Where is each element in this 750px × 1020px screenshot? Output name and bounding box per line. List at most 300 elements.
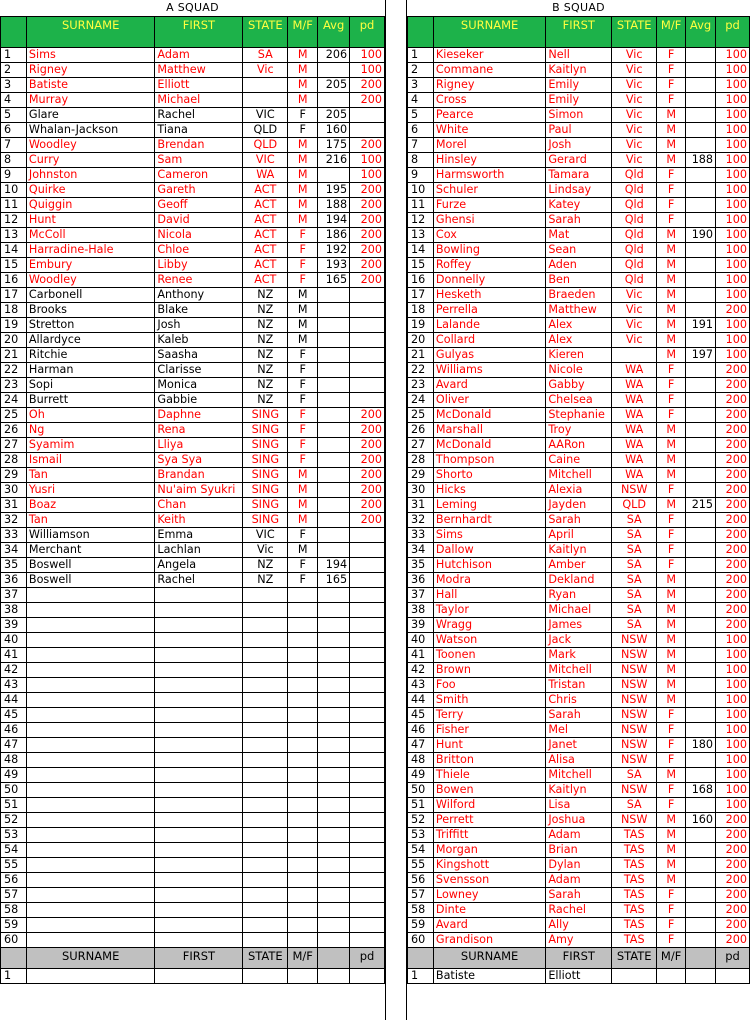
- gender-cell[interactable]: M: [657, 468, 686, 483]
- surname-cell[interactable]: Quirke: [26, 183, 155, 198]
- avg-cell[interactable]: [686, 93, 716, 108]
- avg-cell[interactable]: 165: [318, 573, 350, 588]
- gender-cell[interactable]: F: [657, 918, 686, 933]
- row-number[interactable]: 46: [1, 723, 27, 738]
- avg-cell[interactable]: [686, 873, 716, 888]
- surname-cell[interactable]: Britton: [433, 753, 545, 768]
- surname-cell[interactable]: [26, 588, 155, 603]
- first-name-cell[interactable]: Tiana: [155, 123, 243, 138]
- pd-cell[interactable]: 100: [716, 243, 750, 258]
- surname-cell[interactable]: Commane: [433, 63, 545, 78]
- avg-cell[interactable]: [318, 438, 350, 453]
- first-name-cell[interactable]: [155, 813, 243, 828]
- pd-cell[interactable]: 200: [350, 258, 385, 273]
- gender-cell[interactable]: F: [288, 348, 318, 363]
- pd-cell[interactable]: 200: [350, 78, 385, 93]
- surname-cell[interactable]: Hutchison: [433, 558, 545, 573]
- surname-cell[interactable]: Tan: [26, 513, 155, 528]
- gender-cell[interactable]: M: [657, 498, 686, 513]
- avg-cell[interactable]: [686, 483, 716, 498]
- avg-cell[interactable]: 215: [686, 498, 716, 513]
- gender-cell[interactable]: [288, 753, 318, 768]
- surname-cell[interactable]: Modra: [433, 573, 545, 588]
- first-name-cell[interactable]: Stephanie: [546, 408, 612, 423]
- pd-cell[interactable]: [350, 918, 385, 933]
- gender-cell[interactable]: F: [288, 423, 318, 438]
- footer-col-header-mf[interactable]: M/F: [657, 948, 686, 969]
- pd-cell[interactable]: [350, 768, 385, 783]
- avg-cell[interactable]: [318, 453, 350, 468]
- first-name-cell[interactable]: Rena: [155, 423, 243, 438]
- first-name-cell[interactable]: [155, 663, 243, 678]
- state-cell[interactable]: Vic: [612, 78, 657, 93]
- row-number[interactable]: 55: [408, 858, 434, 873]
- gender-cell[interactable]: M: [657, 678, 686, 693]
- avg-cell[interactable]: [318, 498, 350, 513]
- gender-cell[interactable]: M: [657, 303, 686, 318]
- state-cell[interactable]: SA: [612, 588, 657, 603]
- avg-cell[interactable]: [686, 213, 716, 228]
- first-name-cell[interactable]: Cameron: [155, 168, 243, 183]
- state-cell[interactable]: SING: [243, 453, 288, 468]
- row-number[interactable]: 13: [408, 228, 434, 243]
- surname-cell[interactable]: Ritchie: [26, 348, 155, 363]
- row-number[interactable]: 18: [408, 303, 434, 318]
- row-number[interactable]: 26: [1, 423, 27, 438]
- row-number[interactable]: 49: [408, 768, 434, 783]
- gender-cell[interactable]: M: [288, 288, 318, 303]
- surname-cell[interactable]: Triffitt: [433, 828, 545, 843]
- pd-cell[interactable]: 100: [716, 318, 750, 333]
- avg-cell[interactable]: [318, 318, 350, 333]
- state-cell[interactable]: NZ: [243, 318, 288, 333]
- surname-cell[interactable]: Curry: [26, 153, 155, 168]
- row-number[interactable]: 54: [408, 843, 434, 858]
- state-cell[interactable]: [243, 813, 288, 828]
- avg-cell[interactable]: [318, 468, 350, 483]
- surname-cell[interactable]: Oliver: [433, 393, 545, 408]
- first-name-cell[interactable]: Mel: [546, 723, 612, 738]
- state-cell[interactable]: Vic: [612, 153, 657, 168]
- gender-cell[interactable]: M: [288, 468, 318, 483]
- avg-cell[interactable]: [318, 408, 350, 423]
- avg-cell[interactable]: [686, 618, 716, 633]
- pd-cell[interactable]: 200: [350, 483, 385, 498]
- first-name-cell[interactable]: Simon: [546, 108, 612, 123]
- gender-cell[interactable]: F: [288, 393, 318, 408]
- first-name-cell[interactable]: Nell: [546, 48, 612, 63]
- avg-cell[interactable]: 194: [318, 558, 350, 573]
- state-cell[interactable]: [243, 693, 288, 708]
- row-number[interactable]: 26: [408, 423, 434, 438]
- row-number[interactable]: 52: [1, 813, 27, 828]
- pd-cell[interactable]: [350, 393, 385, 408]
- avg-cell[interactable]: [686, 48, 716, 63]
- pd-cell[interactable]: 200: [716, 303, 750, 318]
- state-cell[interactable]: TAS: [612, 903, 657, 918]
- state-cell[interactable]: Vic: [612, 93, 657, 108]
- avg-cell[interactable]: [686, 918, 716, 933]
- gender-cell[interactable]: M: [657, 273, 686, 288]
- footer-col-header-first[interactable]: FIRST: [546, 948, 612, 969]
- pd-cell[interactable]: [350, 783, 385, 798]
- first-name-cell[interactable]: [155, 618, 243, 633]
- avg-cell[interactable]: [686, 969, 716, 984]
- avg-cell[interactable]: [686, 903, 716, 918]
- row-number[interactable]: 34: [1, 543, 27, 558]
- avg-cell[interactable]: [318, 918, 350, 933]
- gender-cell[interactable]: M: [288, 198, 318, 213]
- first-name-cell[interactable]: Sarah: [546, 213, 612, 228]
- pd-cell[interactable]: [350, 708, 385, 723]
- gender-cell[interactable]: F: [657, 78, 686, 93]
- state-cell[interactable]: SA: [243, 48, 288, 63]
- avg-cell[interactable]: [318, 858, 350, 873]
- gender-cell[interactable]: F: [657, 93, 686, 108]
- avg-cell[interactable]: 190: [686, 228, 716, 243]
- surname-cell[interactable]: Yusri: [26, 483, 155, 498]
- row-number[interactable]: 33: [1, 528, 27, 543]
- avg-cell[interactable]: [686, 708, 716, 723]
- avg-cell[interactable]: [318, 828, 350, 843]
- state-cell[interactable]: NSW: [612, 648, 657, 663]
- pd-cell[interactable]: 100: [716, 93, 750, 108]
- pd-cell[interactable]: 200: [716, 813, 750, 828]
- row-number[interactable]: 38: [408, 603, 434, 618]
- pd-cell[interactable]: [350, 618, 385, 633]
- row-number[interactable]: 10: [1, 183, 27, 198]
- avg-cell[interactable]: [686, 123, 716, 138]
- surname-cell[interactable]: Bowling: [433, 243, 545, 258]
- state-cell[interactable]: SA: [612, 618, 657, 633]
- first-name-cell[interactable]: [155, 888, 243, 903]
- row-number[interactable]: 1: [1, 969, 27, 984]
- avg-cell[interactable]: 160: [686, 813, 716, 828]
- surname-cell[interactable]: Perrett: [433, 813, 545, 828]
- first-name-cell[interactable]: [155, 969, 243, 984]
- gender-cell[interactable]: M: [657, 228, 686, 243]
- pd-cell[interactable]: 200: [716, 513, 750, 528]
- row-number[interactable]: 14: [1, 243, 27, 258]
- pd-cell[interactable]: 100: [716, 648, 750, 663]
- row-number[interactable]: 52: [408, 813, 434, 828]
- surname-cell[interactable]: Oh: [26, 408, 155, 423]
- pd-cell[interactable]: 100: [716, 138, 750, 153]
- avg-cell[interactable]: [686, 363, 716, 378]
- gender-cell[interactable]: [288, 828, 318, 843]
- row-number[interactable]: 18: [1, 303, 27, 318]
- footer-col-header-state[interactable]: STATE: [612, 948, 657, 969]
- gender-cell[interactable]: F: [288, 123, 318, 138]
- pd-cell[interactable]: 100: [350, 153, 385, 168]
- first-name-cell[interactable]: [155, 798, 243, 813]
- pd-cell[interactable]: 200: [716, 438, 750, 453]
- pd-cell[interactable]: [350, 318, 385, 333]
- row-number[interactable]: 41: [408, 648, 434, 663]
- avg-cell[interactable]: [318, 633, 350, 648]
- pd-cell[interactable]: 100: [350, 63, 385, 78]
- surname-cell[interactable]: Dinte: [433, 903, 545, 918]
- surname-cell[interactable]: Whalan-Jackson: [26, 123, 155, 138]
- avg-cell[interactable]: [686, 558, 716, 573]
- gender-cell[interactable]: M: [288, 153, 318, 168]
- pd-cell[interactable]: [350, 663, 385, 678]
- first-name-cell[interactable]: Rachel: [155, 108, 243, 123]
- row-number[interactable]: 15: [408, 258, 434, 273]
- state-cell[interactable]: VIC: [243, 528, 288, 543]
- first-name-cell[interactable]: Josh: [546, 138, 612, 153]
- gender-cell[interactable]: M: [657, 693, 686, 708]
- pd-cell[interactable]: 100: [716, 663, 750, 678]
- gender-cell[interactable]: F: [288, 258, 318, 273]
- first-name-cell[interactable]: [155, 753, 243, 768]
- gender-cell[interactable]: [288, 969, 318, 984]
- state-cell[interactable]: NZ: [243, 573, 288, 588]
- pd-cell[interactable]: [350, 603, 385, 618]
- gender-cell[interactable]: [288, 858, 318, 873]
- state-cell[interactable]: NSW: [612, 483, 657, 498]
- pd-cell[interactable]: 100: [716, 228, 750, 243]
- first-name-cell[interactable]: Gerard: [546, 153, 612, 168]
- avg-cell[interactable]: [318, 288, 350, 303]
- gender-cell[interactable]: [288, 813, 318, 828]
- first-name-cell[interactable]: Adam: [546, 873, 612, 888]
- gender-cell[interactable]: F: [657, 63, 686, 78]
- pd-cell[interactable]: 200: [350, 183, 385, 198]
- gender-cell[interactable]: F: [657, 708, 686, 723]
- first-name-cell[interactable]: Monica: [155, 378, 243, 393]
- first-name-cell[interactable]: Elliott: [546, 969, 612, 984]
- surname-cell[interactable]: Allardyce: [26, 333, 155, 348]
- gender-cell[interactable]: [288, 708, 318, 723]
- state-cell[interactable]: [243, 723, 288, 738]
- row-number[interactable]: 55: [1, 858, 27, 873]
- gender-cell[interactable]: M: [288, 213, 318, 228]
- avg-cell[interactable]: [686, 288, 716, 303]
- first-name-cell[interactable]: Matthew: [155, 63, 243, 78]
- avg-cell[interactable]: [318, 723, 350, 738]
- gender-cell[interactable]: M: [288, 513, 318, 528]
- state-cell[interactable]: SA: [612, 798, 657, 813]
- avg-cell[interactable]: [686, 408, 716, 423]
- surname-cell[interactable]: Donnelly: [433, 273, 545, 288]
- surname-cell[interactable]: McDonald: [433, 438, 545, 453]
- pd-cell[interactable]: [350, 123, 385, 138]
- surname-cell[interactable]: [26, 663, 155, 678]
- gender-cell[interactable]: M: [657, 588, 686, 603]
- avg-cell[interactable]: [318, 543, 350, 558]
- gender-cell[interactable]: F: [657, 363, 686, 378]
- gender-cell[interactable]: F: [657, 543, 686, 558]
- surname-cell[interactable]: Bowen: [433, 783, 545, 798]
- gender-cell[interactable]: F: [657, 738, 686, 753]
- state-cell[interactable]: Vic: [612, 108, 657, 123]
- pd-cell[interactable]: 200: [350, 228, 385, 243]
- first-name-cell[interactable]: Saasha: [155, 348, 243, 363]
- first-name-cell[interactable]: Sya Sya: [155, 453, 243, 468]
- first-name-cell[interactable]: Paul: [546, 123, 612, 138]
- surname-cell[interactable]: Foo: [433, 678, 545, 693]
- first-name-cell[interactable]: Kaleb: [155, 333, 243, 348]
- surname-cell[interactable]: Thiele: [433, 768, 545, 783]
- first-name-cell[interactable]: Alisa: [546, 753, 612, 768]
- state-cell[interactable]: [243, 933, 288, 948]
- gender-cell[interactable]: [288, 588, 318, 603]
- footer-col-header-surname[interactable]: SURNAME: [433, 948, 545, 969]
- gender-cell[interactable]: F: [288, 243, 318, 258]
- row-number[interactable]: 47: [1, 738, 27, 753]
- surname-cell[interactable]: [26, 708, 155, 723]
- surname-cell[interactable]: Brooks: [26, 303, 155, 318]
- first-name-cell[interactable]: Amber: [546, 558, 612, 573]
- first-name-cell[interactable]: April: [546, 528, 612, 543]
- surname-cell[interactable]: [26, 969, 155, 984]
- surname-cell[interactable]: [26, 678, 155, 693]
- first-name-cell[interactable]: Joshua: [546, 813, 612, 828]
- pd-cell[interactable]: 200: [716, 468, 750, 483]
- row-number[interactable]: 5: [1, 108, 27, 123]
- first-name-cell[interactable]: Sarah: [546, 888, 612, 903]
- avg-cell[interactable]: [686, 633, 716, 648]
- first-name-cell[interactable]: Kieren: [546, 348, 612, 363]
- pd-cell[interactable]: 100: [716, 273, 750, 288]
- state-cell[interactable]: [243, 618, 288, 633]
- surname-cell[interactable]: Merchant: [26, 543, 155, 558]
- gender-cell[interactable]: [288, 888, 318, 903]
- first-name-cell[interactable]: Gabby: [546, 378, 612, 393]
- row-number[interactable]: 36: [408, 573, 434, 588]
- pd-cell[interactable]: 200: [350, 93, 385, 108]
- row-number[interactable]: 58: [1, 903, 27, 918]
- state-cell[interactable]: ACT: [243, 243, 288, 258]
- row-number[interactable]: 34: [408, 543, 434, 558]
- pd-cell[interactable]: 100: [716, 183, 750, 198]
- surname-cell[interactable]: Avard: [433, 918, 545, 933]
- row-number[interactable]: 42: [408, 663, 434, 678]
- surname-cell[interactable]: Hall: [433, 588, 545, 603]
- state-cell[interactable]: Vic: [612, 318, 657, 333]
- avg-cell[interactable]: [318, 348, 350, 363]
- avg-cell[interactable]: 195: [318, 183, 350, 198]
- state-cell[interactable]: NZ: [243, 378, 288, 393]
- gender-cell[interactable]: M: [288, 93, 318, 108]
- state-cell[interactable]: ACT: [243, 213, 288, 228]
- first-name-cell[interactable]: Chloe: [155, 243, 243, 258]
- pd-cell[interactable]: 100: [716, 738, 750, 753]
- avg-cell[interactable]: [686, 168, 716, 183]
- row-number[interactable]: 14: [408, 243, 434, 258]
- pd-cell[interactable]: 200: [716, 828, 750, 843]
- state-cell[interactable]: [243, 828, 288, 843]
- pd-cell[interactable]: 200: [350, 243, 385, 258]
- surname-cell[interactable]: Williams: [433, 363, 545, 378]
- first-name-cell[interactable]: Josh: [155, 318, 243, 333]
- pd-cell[interactable]: 100: [716, 708, 750, 723]
- state-cell[interactable]: [243, 969, 288, 984]
- state-cell[interactable]: Qld: [612, 168, 657, 183]
- first-name-cell[interactable]: [155, 723, 243, 738]
- pd-cell[interactable]: 100: [716, 198, 750, 213]
- gender-cell[interactable]: [288, 603, 318, 618]
- state-cell[interactable]: SING: [243, 498, 288, 513]
- pd-cell[interactable]: 200: [716, 543, 750, 558]
- gender-cell[interactable]: [288, 843, 318, 858]
- surname-cell[interactable]: [26, 603, 155, 618]
- avg-cell[interactable]: 216: [318, 153, 350, 168]
- pd-cell[interactable]: [350, 333, 385, 348]
- state-cell[interactable]: SING: [243, 438, 288, 453]
- first-name-cell[interactable]: Braeden: [546, 288, 612, 303]
- first-name-cell[interactable]: Mitchell: [546, 768, 612, 783]
- state-cell[interactable]: Qld: [612, 213, 657, 228]
- first-name-cell[interactable]: Ally: [546, 918, 612, 933]
- pd-cell[interactable]: 200: [716, 918, 750, 933]
- first-name-cell[interactable]: Rachel: [546, 903, 612, 918]
- surname-cell[interactable]: Woodley: [26, 138, 155, 153]
- first-name-cell[interactable]: Jayden: [546, 498, 612, 513]
- row-number[interactable]: 1: [408, 969, 434, 984]
- avg-cell[interactable]: [686, 78, 716, 93]
- avg-cell[interactable]: 205: [318, 108, 350, 123]
- surname-cell[interactable]: Terry: [433, 708, 545, 723]
- row-number[interactable]: 6: [408, 123, 434, 138]
- gender-cell[interactable]: M: [288, 183, 318, 198]
- surname-cell[interactable]: Batiste: [433, 969, 545, 984]
- avg-cell[interactable]: [318, 588, 350, 603]
- gender-cell[interactable]: M: [657, 648, 686, 663]
- surname-cell[interactable]: Harradine-Hale: [26, 243, 155, 258]
- avg-cell[interactable]: [686, 333, 716, 348]
- first-name-cell[interactable]: Chris: [546, 693, 612, 708]
- gender-cell[interactable]: M: [657, 108, 686, 123]
- pd-cell[interactable]: 200: [716, 498, 750, 513]
- avg-cell[interactable]: [686, 798, 716, 813]
- avg-cell[interactable]: [318, 333, 350, 348]
- row-number[interactable]: 44: [1, 693, 27, 708]
- row-number[interactable]: 25: [408, 408, 434, 423]
- first-name-cell[interactable]: Nicola: [155, 228, 243, 243]
- pd-cell[interactable]: [350, 588, 385, 603]
- state-cell[interactable]: WA: [612, 393, 657, 408]
- avg-cell[interactable]: [318, 768, 350, 783]
- first-name-cell[interactable]: Kaitlyn: [546, 543, 612, 558]
- pd-cell[interactable]: 200: [350, 468, 385, 483]
- surname-cell[interactable]: Kieseker: [433, 48, 545, 63]
- state-cell[interactable]: NZ: [243, 393, 288, 408]
- first-name-cell[interactable]: Keith: [155, 513, 243, 528]
- state-cell[interactable]: NZ: [243, 303, 288, 318]
- gender-cell[interactable]: F: [657, 213, 686, 228]
- state-cell[interactable]: NZ: [243, 363, 288, 378]
- gender-cell[interactable]: M: [657, 873, 686, 888]
- surname-cell[interactable]: Grandison: [433, 933, 545, 948]
- row-number[interactable]: 12: [1, 213, 27, 228]
- surname-cell[interactable]: Cox: [433, 228, 545, 243]
- gender-cell[interactable]: F: [288, 528, 318, 543]
- avg-cell[interactable]: [686, 543, 716, 558]
- pd-cell[interactable]: [350, 933, 385, 948]
- avg-cell[interactable]: [686, 183, 716, 198]
- surname-cell[interactable]: Hunt: [433, 738, 545, 753]
- gender-cell[interactable]: F: [657, 393, 686, 408]
- avg-cell[interactable]: [686, 888, 716, 903]
- first-name-cell[interactable]: Mitchell: [546, 468, 612, 483]
- pd-cell[interactable]: 100: [350, 168, 385, 183]
- avg-cell[interactable]: [686, 63, 716, 78]
- pd-cell[interactable]: [350, 348, 385, 363]
- row-number[interactable]: 41: [1, 648, 27, 663]
- state-cell[interactable]: NSW: [612, 663, 657, 678]
